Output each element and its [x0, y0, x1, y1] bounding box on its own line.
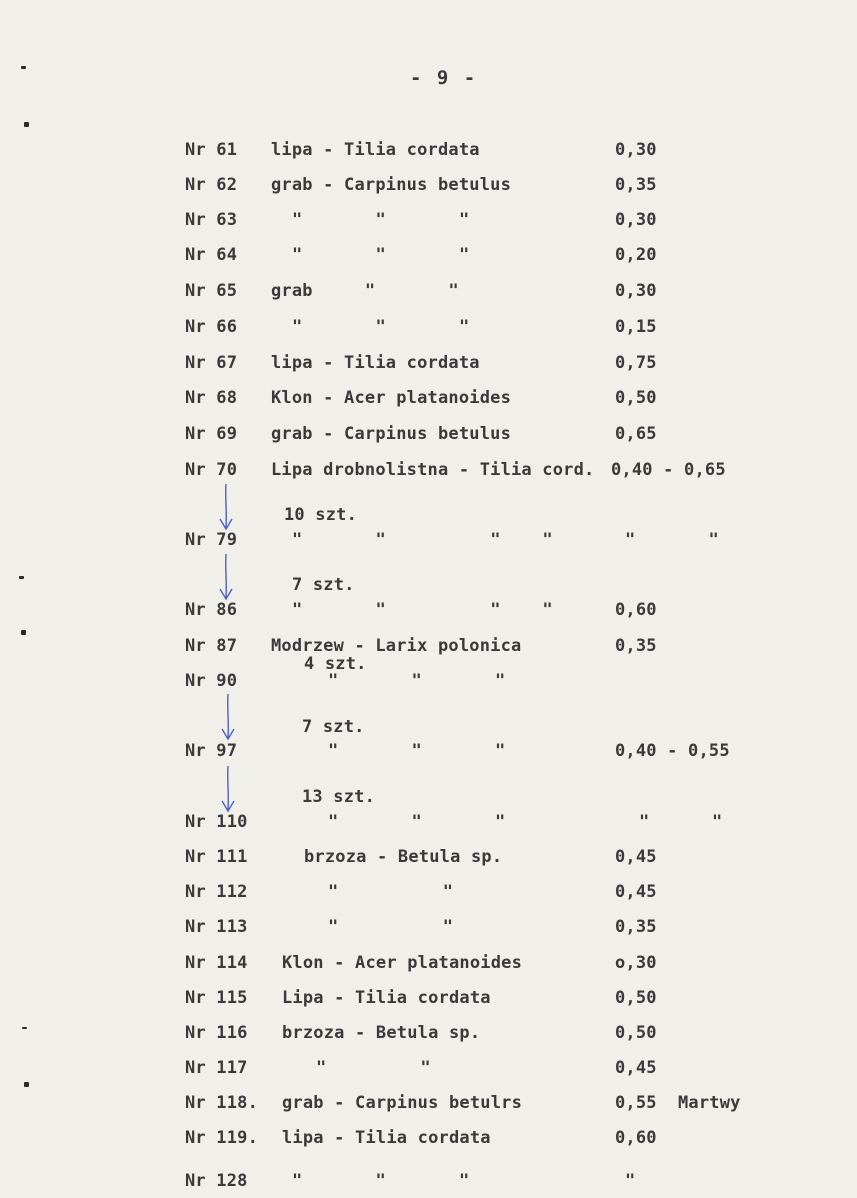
row-nr: Nr 63	[185, 210, 238, 230]
row-nr: Nr 69	[185, 424, 238, 444]
row-nr: Nr 113	[185, 917, 248, 937]
row-value: 0,50	[615, 988, 657, 1008]
row-species: lipa - Tilia cordata	[271, 353, 480, 373]
range-arrow-icon	[218, 692, 238, 742]
row-value: o,30	[615, 953, 657, 973]
row-value: 0,30	[615, 281, 657, 301]
row-nr: Nr 90	[185, 671, 238, 691]
range-arrow-icon	[218, 764, 238, 814]
row-species: Modrzew - Larix polonica	[271, 636, 522, 656]
row-count: 7 szt.	[292, 575, 355, 595]
row-value: 0,40 - 0,65	[611, 460, 726, 480]
row-count: 7 szt.	[302, 717, 365, 737]
page-number: - 9 -	[410, 67, 478, 89]
row-species: " "	[328, 882, 454, 902]
row-nr: Nr 112	[185, 882, 248, 902]
row-value: 0,35	[615, 175, 657, 195]
row-nr: Nr 68	[185, 388, 238, 408]
row-nr: Nr 79	[185, 530, 238, 550]
row-value: 0,50	[615, 388, 657, 408]
row-note: Martwy	[678, 1093, 741, 1113]
row-value: 0,20	[615, 245, 657, 265]
row-nr: Nr 115	[185, 988, 248, 1008]
row-species: Klon - Acer platanoides	[271, 388, 512, 408]
row-species: " " "	[292, 245, 470, 265]
row-nr: Nr 97	[185, 741, 238, 761]
row-count: 4 szt.	[304, 654, 367, 674]
margin-mark	[21, 66, 26, 69]
row-value: 0,15	[615, 317, 657, 337]
row-nr: Nr 116	[185, 1023, 248, 1043]
row-species: Lipa drobnolistna - Tilia cord.	[271, 460, 595, 480]
row-count: 10 szt.	[284, 505, 358, 525]
row-value: 0,40 - 0,55	[615, 741, 730, 761]
row-species: Klon - Acer platanoides	[282, 953, 523, 973]
row-nr: Nr 110	[185, 812, 248, 832]
row-species: grab " "	[271, 281, 459, 301]
row-nr: Nr 62	[185, 175, 238, 195]
row-species: grab - Carpinus betulus	[271, 175, 512, 195]
row-species: brzoza - Betula sp.	[304, 847, 503, 867]
row-value: 0,50	[615, 1023, 657, 1043]
margin-mark	[22, 1027, 27, 1029]
row-species: " " "	[328, 741, 506, 761]
row-value: 0,35	[615, 917, 657, 937]
row-nr: Nr 119.	[185, 1128, 259, 1148]
row-nr: Nr 128	[185, 1171, 248, 1191]
row-nr: Nr 87	[185, 636, 238, 656]
row-value: 0,45	[615, 1058, 657, 1078]
row-species: grab - Carpinus betulus	[271, 424, 512, 444]
row-nr: Nr 61	[185, 140, 238, 160]
row-species: " " "	[292, 210, 470, 230]
row-species: Lipa - Tilia cordata	[282, 988, 491, 1008]
row-nr: Nr 118.	[185, 1093, 259, 1113]
margin-mark	[24, 122, 29, 127]
row-value: 0,30	[615, 140, 657, 160]
row-species: lipa - Tilia cordata	[271, 140, 480, 160]
row-species: lipa - Tilia cordata	[282, 1128, 491, 1148]
row-species: " " "	[328, 812, 506, 832]
row-species: " " " "	[292, 600, 553, 620]
row-nr: Nr 86	[185, 600, 238, 620]
row-nr: Nr 111	[185, 847, 248, 867]
row-species: " "	[316, 1058, 431, 1078]
row-species: " " "	[328, 671, 506, 691]
row-nr: Nr 70	[185, 460, 238, 480]
row-value: 0,35	[615, 636, 657, 656]
row-species: " "	[328, 917, 454, 937]
margin-mark	[24, 1082, 29, 1087]
row-nr: Nr 67	[185, 353, 238, 373]
row-nr: Nr 64	[185, 245, 238, 265]
margin-mark	[21, 630, 26, 635]
row-species: " " "	[292, 317, 470, 337]
range-arrow-icon	[216, 482, 236, 532]
row-value: 0,55	[615, 1093, 657, 1113]
row-species: brzoza - Betula sp.	[282, 1023, 481, 1043]
row-value: 0,75	[615, 353, 657, 373]
row-value: 0,60	[615, 600, 657, 620]
row-value: " "	[625, 530, 719, 550]
row-species: grab - Carpinus betulrs	[282, 1093, 523, 1113]
row-nr: Nr 117	[185, 1058, 248, 1078]
row-nr: Nr 114	[185, 953, 248, 973]
row-value: "	[625, 1171, 636, 1191]
margin-mark	[19, 576, 24, 579]
row-species: " " "	[292, 1171, 470, 1191]
range-arrow-icon	[216, 552, 236, 602]
row-value: " "	[639, 812, 723, 832]
row-value: 0,65	[615, 424, 657, 444]
row-count: 13 szt.	[302, 787, 376, 807]
row-nr: Nr 66	[185, 317, 238, 337]
row-value: 0,45	[615, 847, 657, 867]
row-value: 0,60	[615, 1128, 657, 1148]
row-species: " " " "	[292, 530, 553, 550]
row-value: 0,30	[615, 210, 657, 230]
row-value: 0,45	[615, 882, 657, 902]
row-nr: Nr 65	[185, 281, 238, 301]
